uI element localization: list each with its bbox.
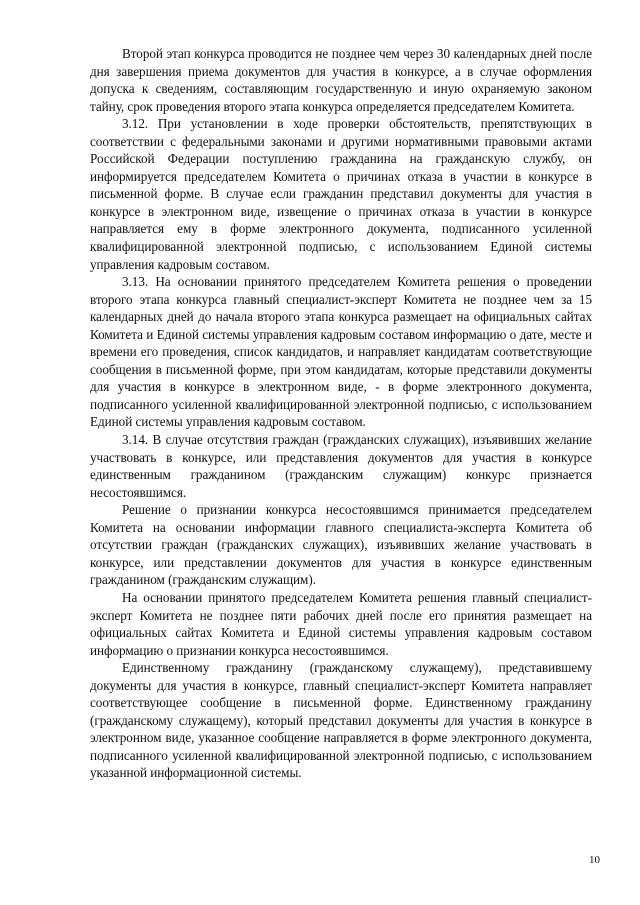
paragraph-3-13: 3.13. На основании принятого председателем Комитета решения о проведении второго этапа конкурса главный специалист-эксперт Комитета не позднее чем за 15 календарных дней до начала второго этапа конкурса размещает на официальных сайтах Комитета и Единой системы управления кадровым составом информацию о дате, месте и времени его проведения, список кандидатов, и направляет кандидатам соответствующие сообщения в письменной форме, при этом кандидатам, которые представили документы для участия в конкурсе в электронном виде, - в форме электронного документа, подписанного усиленной квалифицированной электронной подписью, с использованием Единой системы управления кадровым составом. — [90, 274, 592, 430]
paragraph-failed-contest-decision: Решение о признании конкурса несостоявшимся принимается председателем Комитета на основании информации главного специалиста-эксперта Комитета об отсутствии граждан (гражданских служащих), изъявивших желание участвовать в конкурсе, или представлении документов для участия в конкурсе единственным гражданином (гражданским служащим). — [90, 502, 592, 588]
document-body — [90, 45, 592, 782]
paragraph-3-14: 3.14. В случае отсутствия граждан (гражданских служащих), изъявивших желание участвовать в конкурсе, или представления документов для участия в конкурсе единственным гражданином (гражданским служащим) конкурс признается несостоявшимся. — [90, 432, 592, 500]
paragraph-single-candidate-notice: Единственному гражданину (гражданскому служащему), представившему документы для участия в конкурсе, главный специалист-эксперт Комитета направляет соответствующее сообщение в письменной форме. Единственному гражданину (гражданскому служащему), который представил документы для участия в конкурсе в электронном виде, указанное сообщение направляется в форме электронного документа, подписанного усиленной квалифицированной электронной подписью, с использованием указанной информационной системы. — [90, 660, 592, 781]
paragraph-second-stage-timing: Второй этап конкурса проводится не позднее чем через 30 календарных дней после дня завершения приема документов для участия в конкурсе, а в случае оформления допуска к сведениям, составляющим государственную и иную охраняемую законом тайну, срок проведения второго этапа конкурса определяется председателем Комитета. — [90, 46, 592, 114]
page-number: 10 — [589, 854, 600, 866]
paragraph-3-12: 3.12. При установлении в ходе проверки обстоятельств, препятствующих в соответствии с федеральными законами и другими нормативными правовыми актами Российской Федерации поступлению гражданина на гражданскую службу, он информируется председателем Комитета о причинах отказа в участии в конкурсе в письменной форме. В случае если гражданин представил документы для участия в конкурсе в электронном виде, извещение о причинах отказа в участии в конкурсе направляется ему в форме электронного документа, подписанного усиленной квалифицированной электронной подписью, с использованием Единой системы управления кадровым составом. — [90, 116, 592, 272]
paragraph-publication-notice: На основании принятого председателем Комитета решения главный специалист-эксперт Комитета не позднее пяти рабочих дней после его принятия размещает на официальных сайтах Комитета и Единой системы управления кадровым составом информацию о признании конкурса несостоявшимся. — [90, 589, 592, 658]
